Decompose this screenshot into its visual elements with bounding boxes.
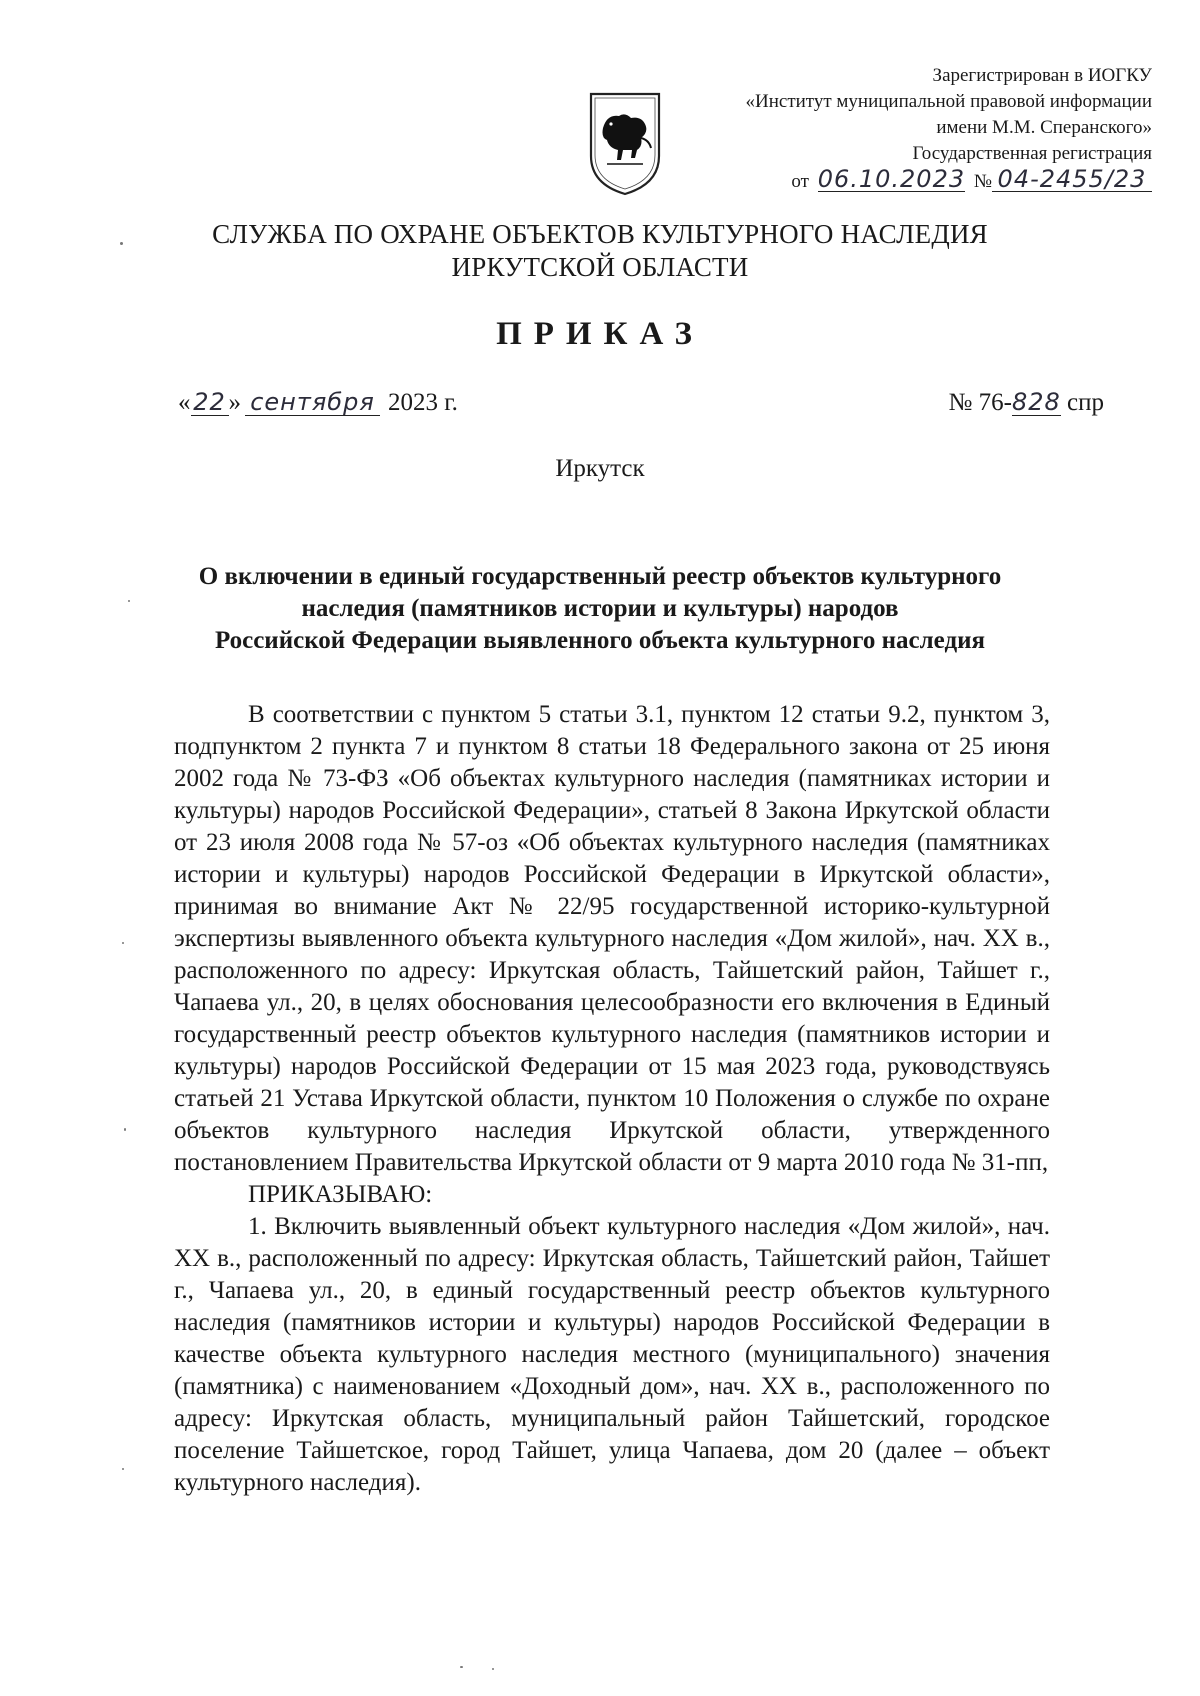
scan-speck bbox=[128, 600, 130, 602]
order-title: ПРИКАЗ bbox=[496, 316, 704, 352]
scan-speck bbox=[120, 242, 123, 245]
subject-line-3: Российской Федерации выявленного объекта культурного наследия bbox=[214, 627, 986, 654]
registration-date-row bbox=[692, 167, 1152, 195]
date-close-quote: » bbox=[228, 389, 241, 416]
number-prefix: № 76- bbox=[948, 389, 1012, 416]
registration-number-prefix: № bbox=[973, 171, 992, 192]
scan-speck bbox=[492, 1668, 494, 1670]
scan-speck bbox=[124, 1128, 126, 1131]
registration-line-2: «Институт муниципальной правовой информации bbox=[745, 91, 1152, 112]
registration-line-1: Зарегистрирован в ИОГКУ bbox=[932, 65, 1152, 86]
registration-line-4: Государственная регистрация bbox=[912, 143, 1152, 164]
date-year: 2023 г. bbox=[388, 389, 458, 416]
registration-number: 04-2455/23 bbox=[992, 167, 1152, 192]
order-body bbox=[174, 699, 1050, 1499]
body-paragraph-item-1: 1. Включить выявленный объект культурного наследия «Дом жилой», нач. XX в., расположенный по адресу: Иркутская область, Тайшетский район, Тайшет г., Чапаева ул., 20, в единый государственный реестр объектов культурного наследия (памятников истории и культуры) народов Российской Федерации в качестве объекта культурного наследия местного (муниципального) значения (памятника) с наименованием «Доходный дом», нач. XX в., расположенного по адресу: Иркутская область, муниципальный район Тайшетский, городское поселение Тайшетское, город Тайшет, улица Чапаева, дом 20 (далее – объект культурного наследия). bbox=[174, 1213, 1050, 1496]
subject-line-1: О включении в единый государственный реестр объектов культурного bbox=[198, 563, 1002, 590]
registration-line-3: имени М.М. Сперанского» bbox=[936, 117, 1152, 138]
scan-speck bbox=[122, 942, 124, 944]
date-open-quote: « bbox=[178, 389, 191, 416]
coat-of-arms-icon bbox=[585, 88, 665, 198]
registration-block bbox=[692, 63, 1152, 195]
agency-line-1: СЛУЖБА ПО ОХРАНЕ ОБЪЕКТОВ КУЛЬТУРНОГО НАСЛЕДИЯ bbox=[212, 219, 988, 249]
body-paragraph-preamble: В соответствии с пунктом 5 статьи 3.1, пунктом 12 статьи 9.2, пунктом 3, подпунктом 2 пункта 7 и пунктом 8 статьи 18 Федерального закона от 25 июня 2002 года № 73-ФЗ «Об объектах культурного наследия (памятниках истории и культуры) народов Российской Федерации», статьей 8 Закона Иркутской области от 23 июля 2008 года № 57-оз «Об объектах культурного наследия (памятниках истории и культуры) народов Российской Федерации в Иркутской области», принимая во внимание Акт № 22/95 государственной историко-культурной экспертизы выявленного объекта культурного наследия «Дом жилой», нач. XX в., расположенного по адресу: Иркутская область, Тайшетский район, Тайшет г., Чапаева ул., 20, в целях обоснования целесообразности его включения в Единый государственный реестр объектов культурного наследия (памятников истории и культуры) народов Российской Федерации от 15 мая 2023 года, руководствуясь статьей 21 Устава Иркутской области, пунктом 10 Положения о службе по охране объектов культурного наследия Иркутской области, утвержденного постановлением Правительства Иркутской области от 9 марта 2010 года № 31-пп, bbox=[174, 701, 1050, 1176]
city: Иркутск bbox=[555, 455, 645, 482]
agency-line-2: ИРКУТСКОЙ ОБЛАСТИ bbox=[451, 252, 749, 282]
order-number bbox=[949, 389, 1104, 417]
scan-speck bbox=[122, 1468, 124, 1470]
order-subject bbox=[150, 561, 1050, 657]
date-day: 22 bbox=[191, 389, 229, 416]
number-value: 828 bbox=[1011, 388, 1061, 416]
order-date bbox=[178, 389, 458, 417]
subject-line-2: наследия (памятников истории и культуры) народов bbox=[301, 595, 899, 622]
scan-speck bbox=[460, 1666, 463, 1668]
registration-date-prefix: от bbox=[791, 171, 809, 192]
number-suffix: спр bbox=[1067, 389, 1104, 416]
date-month: сентября bbox=[245, 389, 380, 416]
agency-header bbox=[0, 218, 1200, 284]
registration-date: 06.10.2023 bbox=[817, 165, 966, 193]
order-word: ПРИКАЗЫВАЮ: bbox=[248, 1181, 433, 1208]
